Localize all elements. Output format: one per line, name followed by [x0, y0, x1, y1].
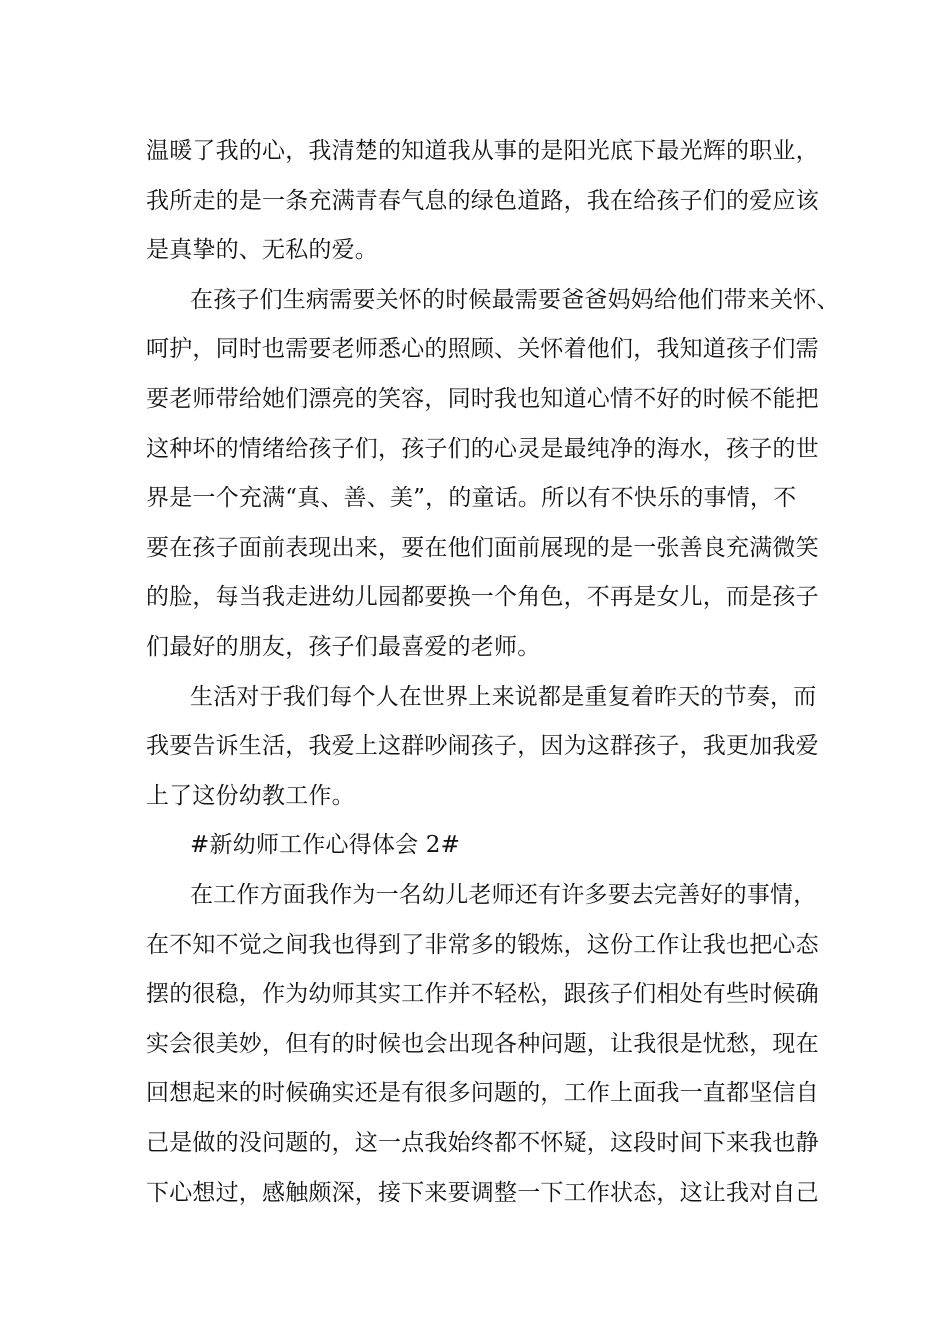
text-line: 我要告诉生活，我爱上这群吵闹孩子，因为这群孩子，我更加我爱: [146, 733, 819, 759]
text-line: 温暖了我的心，我清楚的知道我从事的是阳光底下最光辉的职业，: [146, 138, 819, 164]
paragraph-start-line: 在工作方面我作为一名幼儿老师还有许多要去完善好的事情，: [190, 882, 817, 908]
text-line: 的脸，每当我走进幼儿园都要换一个角色，不再是女儿，而是孩子: [146, 584, 819, 610]
text-line: 摆的很稳，作为幼师其实工作并不轻松，跟孩子们相处有些时候确: [146, 981, 819, 1007]
text-line: 这种坏的情绪给孩子们，孩子们的心灵是最纯净的海水，孩子的世: [146, 436, 819, 462]
text-line: 要老师带给她们漂亮的笑容，同时我也知道心情不好的时候不能把: [146, 386, 819, 412]
text-line: 回想起来的时候确实还是有很多问题的，工作上面我一直都坚信自: [146, 1080, 819, 1106]
section-heading: #新幼师工作心得体会 2#: [190, 832, 461, 858]
text-line: 上了这份幼教工作。: [146, 783, 355, 809]
text-line: 们最好的朋友，孩子们最喜爱的老师。: [146, 634, 541, 660]
text-line: 呵护，同时也需要老师悉心的照顾、关怀着他们，我知道孩子们需: [146, 336, 819, 362]
text-line: 下心想过，感触颇深，接下来要调整一下工作状态，这让我对自己: [146, 1180, 819, 1206]
text-line: 要在孩子面前表现出来，要在他们面前展现的是一张善良充满微笑: [146, 535, 819, 561]
text-line: 在不知不觉之间我也得到了非常多的锻炼，这份工作让我也把心态: [146, 932, 819, 958]
paragraph-start-line: 在孩子们生病需要关怀的时候最需要爸爸妈妈给他们带来关怀、: [190, 287, 840, 313]
text-line: 我所走的是一条充满青春气息的绿色道路，我在给孩子们的爱应该: [146, 188, 819, 214]
text-line: 界是一个充满“真、善、美”，的童话。所以有不快乐的事情，不: [146, 485, 797, 511]
text-line: 己是做的没问题的，这一点我始终都不怀疑，这段时间下来我也静: [146, 1130, 819, 1156]
paragraph-start-line: 生活对于我们每个人在世界上来说都是重复着昨天的节奏，而: [190, 684, 817, 710]
text-line: 是真挚的、无私的爱。: [146, 237, 378, 263]
text-line: 实会很美妙，但有的时候也会出现各种问题，让我很是忧愁，现在: [146, 1031, 819, 1057]
